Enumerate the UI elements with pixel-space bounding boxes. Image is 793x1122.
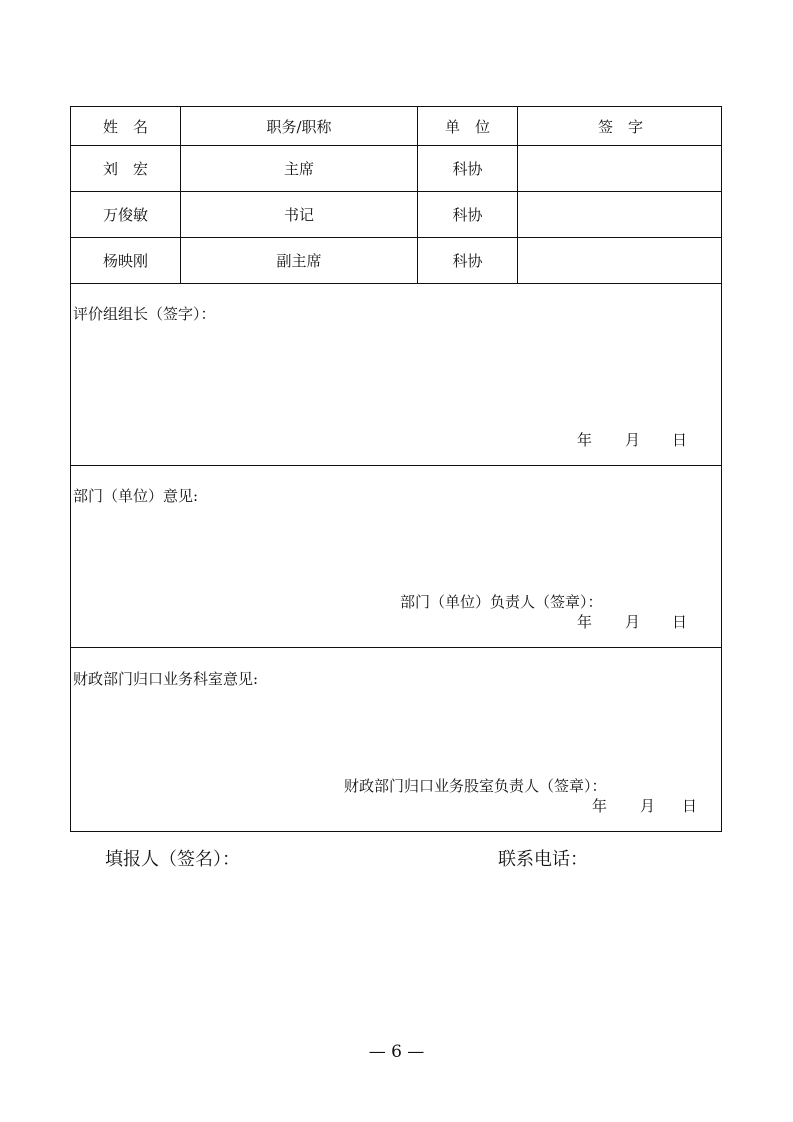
member-name: 万俊敏 <box>102 206 148 224</box>
evaluation-leader-label: 评价组组长（签字）： <box>73 305 216 323</box>
day-label: 日 <box>672 613 688 631</box>
header-signature: 签 字 <box>597 117 643 136</box>
member-signature-field[interactable] <box>518 238 723 283</box>
member-title: 副主席 <box>276 252 322 270</box>
header-title: 职务/职称 <box>266 117 332 136</box>
finance-opinion-label: 财政部门归口业务科室意见: <box>73 670 259 688</box>
year-label: 年 <box>577 613 593 631</box>
finance-date <box>71 795 723 815</box>
month-label: 月 <box>625 431 641 449</box>
page-number: — 6 — <box>368 1042 425 1062</box>
row-divider <box>71 283 721 284</box>
member-signature-field[interactable] <box>518 146 723 191</box>
member-name: 杨映刚 <box>102 252 148 270</box>
member-title: 主席 <box>283 160 314 178</box>
year-label: 年 <box>592 797 608 815</box>
year-label: 年 <box>577 431 593 449</box>
department-signer-label: 部门（单位）负责人（签章）： <box>400 593 603 611</box>
member-unit: 科协 <box>452 252 483 270</box>
month-label: 月 <box>640 797 656 815</box>
evaluation-date <box>71 429 723 449</box>
member-unit: 科协 <box>452 160 483 178</box>
department-opinion-label: 部门（单位）意见: <box>73 487 199 505</box>
member-title: 书记 <box>283 206 314 224</box>
header-unit: 单 位 <box>444 117 490 136</box>
section-divider <box>71 465 721 466</box>
day-label: 日 <box>672 431 688 449</box>
member-unit: 科协 <box>452 206 483 224</box>
header-name: 姓 名 <box>102 117 148 136</box>
month-label: 月 <box>625 613 641 631</box>
contact-phone-label: 联系电话： <box>498 849 588 870</box>
day-label: 日 <box>682 797 698 815</box>
member-signature-field[interactable] <box>518 192 723 237</box>
finance-signer-label: 财政部门归口业务股室负责人（签章）： <box>344 777 607 795</box>
filler-signature-label: 填报人（签名）： <box>105 849 240 870</box>
member-name: 刘 宏 <box>102 160 148 178</box>
section-divider <box>71 647 721 648</box>
department-date <box>71 611 723 631</box>
evaluation-form-table <box>70 106 722 832</box>
